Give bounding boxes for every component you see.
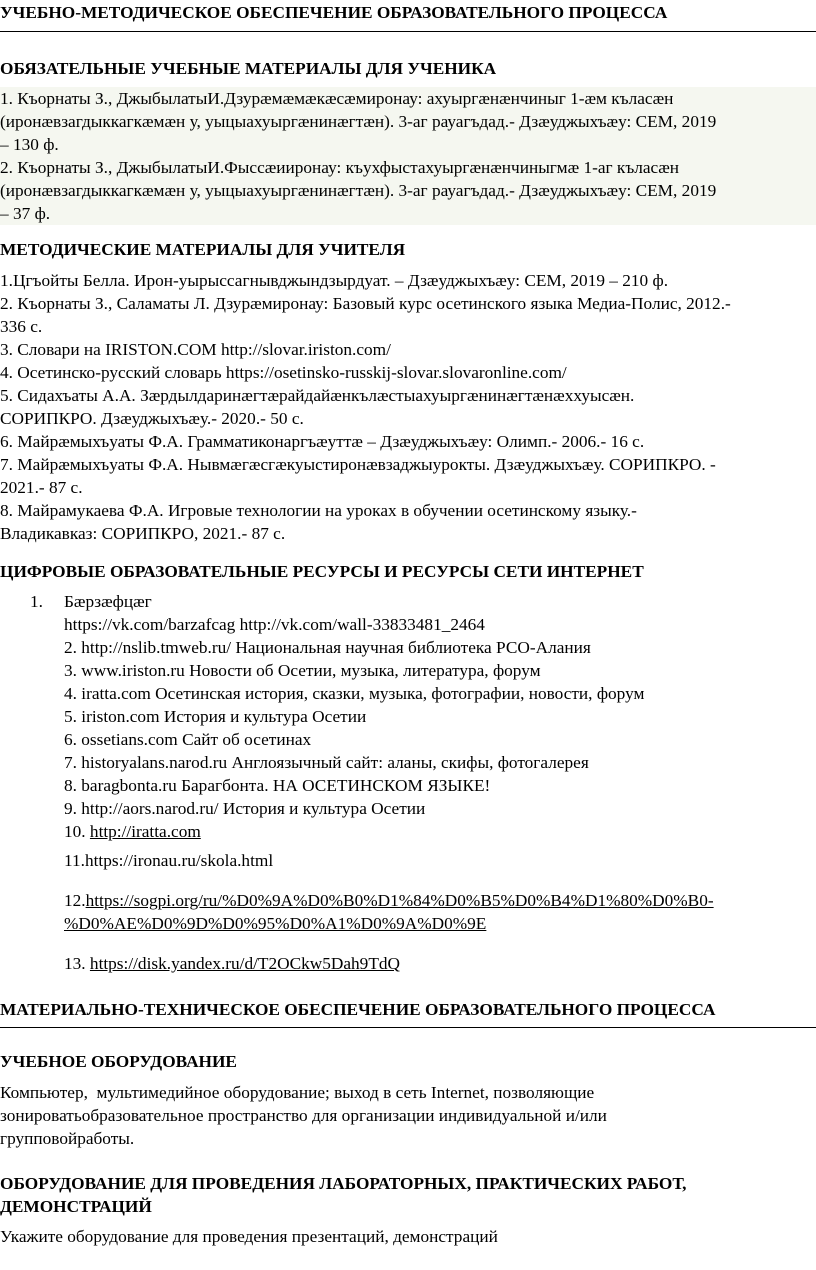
- lab-heading-line: ОБОРУДОВАНИЕ ДЛЯ ПРОВЕДЕНИЯ ЛАБОРАТОРНЫХ, ПРАКТИЧЕСКИХ РАБОТ,: [0, 1174, 687, 1193]
- lab-heading-line: ДЕМОНСТРАЦИЙ: [0, 1197, 152, 1216]
- list-item: – 130 ф.: [0, 135, 59, 154]
- sogpi-link-continued[interactable]: %D0%AE%D0%9D%D0%95%D0%A1%D0%9A%D0%9E: [64, 914, 487, 933]
- list-item: 2. Къорнаты З., Саламаты Л. Дзурæмиронау: Базовый курс осетинского языка Медиа-Полис, 2012.-: [0, 294, 731, 313]
- equipment-text: [0, 1081, 816, 1150]
- lab-equipment-heading: [0, 1172, 816, 1218]
- list-item: 7. Майрæмыхъуаты Ф.А. Нывмæгæсгæкуыстиронæвзаджыурокты. Дзæуджыхъæу. СОРИПКРО. -: [0, 455, 716, 474]
- list-item: (иронæвзагдыккагкæмæн у, уыцыахуыргæнинæгтæн). 3-аг рауагъдад.- Дзæуджыхъæу: СЕМ, 2019: [0, 181, 717, 200]
- list-item[interactable]: https://vk.com/barzafcag http://vk.com/wall-33833481_2464: [64, 615, 485, 634]
- paragraph-line: зонироватьобразовательное пространство для организации индивидуальной и/или: [0, 1106, 607, 1125]
- list-item: (иронæвзагдыккагкæмæн у, уыцыахуыргæнинæгтæн). 3-аг рауагъдад.- Дзæуджыхъæу: СЕМ, 2019: [0, 112, 717, 131]
- paragraph-line: Компьютер, мультимедийное оборудование; выход в сеть Internet, позволяющие: [0, 1083, 595, 1102]
- list-item: 1.Цгъойты Белла. Ирон-уырыссагнывджындзырдуат. – Дзæуджыхъæу: СЕМ, 2019 – 210 ф.: [0, 271, 669, 290]
- list-item[interactable]: 11.https://ironau.ru/skola.html: [64, 851, 274, 870]
- list-item[interactable]: 3. www.iriston.ru Новости об Осетии, музыка, литература, форум: [64, 661, 541, 680]
- sogpi-link[interactable]: https://sogpi.org/ru/%D0%9A%D0%B0%D1%84%D0%B5%D0%B4%D1%80%D0%B0-: [85, 891, 714, 910]
- list-item[interactable]: 6. ossetians.com Сайт об осетинах: [64, 730, 312, 749]
- list-item: 5. Сидахъаты А.А. Зæрдылдаринæгтæрайдайæнкълæстыахуыргæнинæгтæнæххуысæн.: [0, 386, 635, 405]
- list-item: 336 с.: [0, 317, 43, 336]
- list-item[interactable]: 7. historyalans.narod.ru Англоязычный сайт: аланы, скифы, фотогалерея: [64, 753, 589, 772]
- digital-resources-heading: ЦИФРОВЫЕ ОБРАЗОВАТЕЛЬНЫЕ РЕСУРСЫ И РЕСУРСЫ СЕТИ ИНТЕРНЕТ: [0, 562, 644, 581]
- list-item: 3. Словари на IRISTON.COM http://slovar.iriston.com/: [0, 340, 391, 359]
- list-item: Бæрзæфцæг: [64, 592, 152, 611]
- list-item: [64, 889, 804, 935]
- list-item: Владикавказ: СОРИПКРО, 2021.- 87 с.: [0, 524, 286, 543]
- list-item: [64, 820, 644, 843]
- list-item[interactable]: 2. http://nslib.tmweb.ru/ Национальная научная библиотека РСО-Алания: [64, 638, 591, 657]
- list-item-number: 12.: [64, 891, 86, 910]
- main-title: УЧЕБНО-МЕТОДИЧЕСКОЕ ОБЕСПЕЧЕНИЕ ОБРАЗОВАТЕЛЬНОГО ПРОЦЕССА: [0, 1, 816, 32]
- list-item[interactable]: 4. iratta.com Осетинская история, сказки, музыка, фотографии, новости, форум: [64, 684, 645, 703]
- list-item[interactable]: 8. baragbonta.ru Барагбонта. НА ОСЕТИНСКОМ ЯЗЫКЕ!: [64, 776, 491, 795]
- list-item[interactable]: 5. iriston.com История и культура Осетии: [64, 707, 367, 726]
- paragraph-line: групповойработы.: [0, 1129, 135, 1148]
- list-item-number: 13.: [64, 954, 90, 973]
- student-materials-heading: ОБЯЗАТЕЛЬНЫЕ УЧЕБНЫЕ МАТЕРИАЛЫ ДЛЯ УЧЕНИКА: [0, 59, 497, 78]
- list-item: 8. Майрамукаева Ф.А. Игровые технологии на уроках в обучении осетинскому языку.-: [0, 501, 637, 520]
- list-item: [64, 952, 400, 975]
- list-item-number: 1.: [30, 592, 43, 611]
- teacher-materials-heading: МЕТОДИЧЕСКИЕ МАТЕРИАЛЫ ДЛЯ УЧИТЕЛЯ: [0, 240, 406, 259]
- list-item-number: 10.: [64, 822, 90, 841]
- list-item: 2. Къорнаты З., ДжыбылатыИ.Фыссæииронау: къухфыстахуыргæнæнчиныгмæ 1-аг къласæн: [0, 158, 679, 177]
- student-materials-list: [0, 87, 816, 225]
- list-item: 2021.- 87 с.: [0, 478, 83, 497]
- yandex-disk-link[interactable]: https://disk.yandex.ru/d/T2OCkw5Dah9TdQ: [89, 954, 400, 973]
- digital-resources-list: [64, 590, 644, 843]
- lab-equipment-text: Укажите оборудование для проведения презентаций, демонстраций: [0, 1227, 498, 1246]
- equipment-heading: УЧЕБНОЕ ОБОРУДОВАНИЕ: [0, 1052, 237, 1071]
- list-item: 1. Къорнаты З., ДжыбылатыИ.Дзурæмæмæкæсæмиронау: ахуыргæнæнчиныг 1-æм къласæн: [0, 89, 674, 108]
- list-item[interactable]: 9. http://aors.narod.ru/ История и культура Осетии: [64, 799, 426, 818]
- teacher-materials-list: [0, 269, 816, 545]
- list-item: 4. Осетинско-русский словарь https://osetinsko-russkij-slovar.slovaronline.com/: [0, 363, 567, 382]
- iratta-link[interactable]: http://iratta.com: [89, 822, 201, 841]
- list-item: – 37 ф.: [0, 204, 51, 223]
- list-item: СОРИПКРО. Дзæуджыхъæу.- 2020.- 50 с.: [0, 409, 304, 428]
- list-item: 6. Майрæмыхъуаты Ф.А. Грамматиконаргъæуттæ – Дзæуджыхъæу: Олимп.- 2006.- 16 с.: [0, 432, 645, 451]
- mto-title: МАТЕРИАЛЬНО-ТЕХНИЧЕСКОЕ ОБЕСПЕЧЕНИЕ ОБРАЗОВАТЕЛЬНОГО ПРОЦЕССА: [0, 998, 816, 1028]
